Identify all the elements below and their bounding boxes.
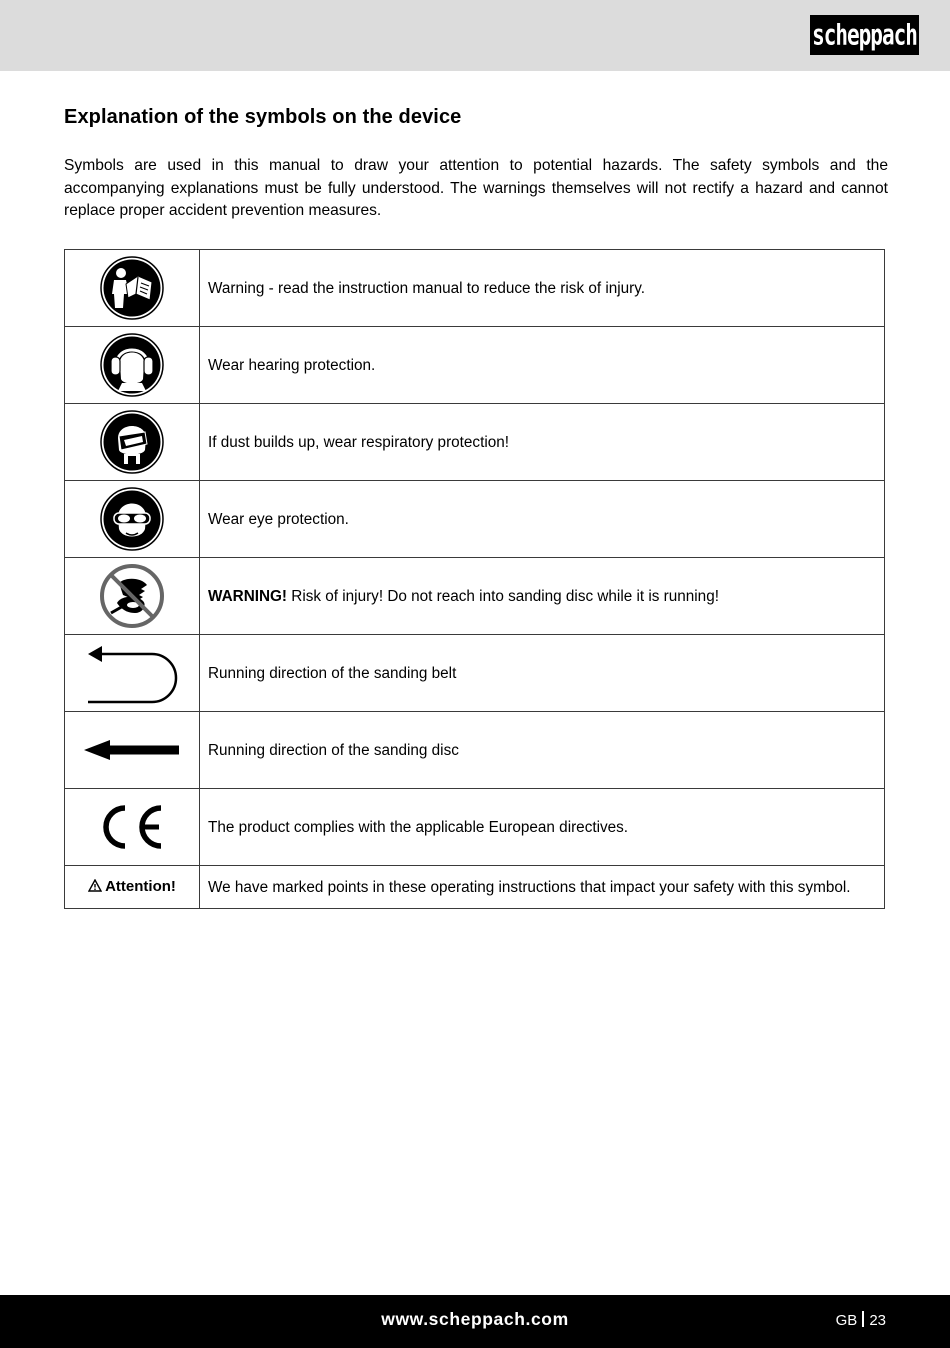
- table-row: [65, 789, 885, 866]
- attention-label: [88, 878, 176, 895]
- table-row: [65, 481, 885, 558]
- symbol-description: If dust builds up, wear respiratory protection!: [200, 404, 885, 481]
- page-title: Explanation of the symbols on the device: [64, 106, 462, 128]
- icon-cell: [65, 712, 200, 789]
- eye-protection-icon: [100, 487, 164, 551]
- hearing-protection-icon: [100, 333, 164, 397]
- warning-triangle-icon: [88, 879, 102, 892]
- ce-mark-icon: [98, 802, 166, 852]
- icon-cell: [65, 404, 200, 481]
- symbol-description-text: Wear eye protection.: [208, 510, 349, 528]
- table-row: [65, 250, 885, 327]
- separator: [862, 1311, 864, 1327]
- table-row: [65, 558, 885, 635]
- intro-paragraph: Symbols are used in this manual to draw your attention to potential hazards. The safety symbols and the accompanying explanations must be fully understood. The warnings themselves will not rectify a hazard and cannot replace proper accident prevention measures.: [64, 157, 888, 219]
- header-band: [0, 0, 950, 71]
- footer-band: [0, 1295, 950, 1348]
- symbol-description: The product complies with the applicable European directives.: [200, 789, 885, 866]
- language-code: GB: [835, 1312, 858, 1329]
- attention-text: Attention!: [105, 878, 176, 895]
- symbols-table: [64, 249, 885, 909]
- no-hand-in-sanding-disc-icon: [99, 563, 165, 629]
- icon-cell: [65, 635, 200, 712]
- icon-cell: [65, 866, 200, 909]
- footer-url[interactable]: www.scheppach.com: [381, 1309, 569, 1329]
- warning-label: WARNING!: [208, 587, 288, 605]
- icon-cell: [65, 250, 200, 327]
- disc-direction-arrow-icon: [82, 738, 182, 762]
- symbol-description: [200, 481, 885, 558]
- icon-cell: [65, 327, 200, 404]
- respiratory-protection-icon: [100, 410, 164, 474]
- page-indicator: [836, 1311, 886, 1329]
- belt-direction-arrow-icon: [84, 642, 180, 704]
- symbol-description-text: Risk of injury! Do not reach into sanding disc while it is running!: [287, 587, 719, 605]
- symbol-description: Running direction of the sanding belt: [200, 635, 885, 712]
- symbol-description: [200, 558, 885, 635]
- symbol-description: Wear hearing protection.: [200, 327, 885, 404]
- scheppach-logo: scheppach: [810, 15, 919, 55]
- read-manual-icon: [100, 256, 164, 320]
- page-number: 23: [869, 1312, 886, 1329]
- table-row: [65, 404, 885, 481]
- table-row: [65, 635, 885, 712]
- symbol-description: Running direction of the sanding disc: [200, 712, 885, 789]
- table-row: [65, 712, 885, 789]
- symbol-description: Warning - read the instruction manual to reduce the risk of injury.: [200, 250, 885, 327]
- symbol-description: We have marked points in these operating instructions that impact your safety with this symbol.: [200, 866, 885, 909]
- table-row: [65, 327, 885, 404]
- icon-cell: [65, 789, 200, 866]
- icon-cell: [65, 481, 200, 558]
- icon-cell: [65, 558, 200, 635]
- table-row: [65, 866, 885, 909]
